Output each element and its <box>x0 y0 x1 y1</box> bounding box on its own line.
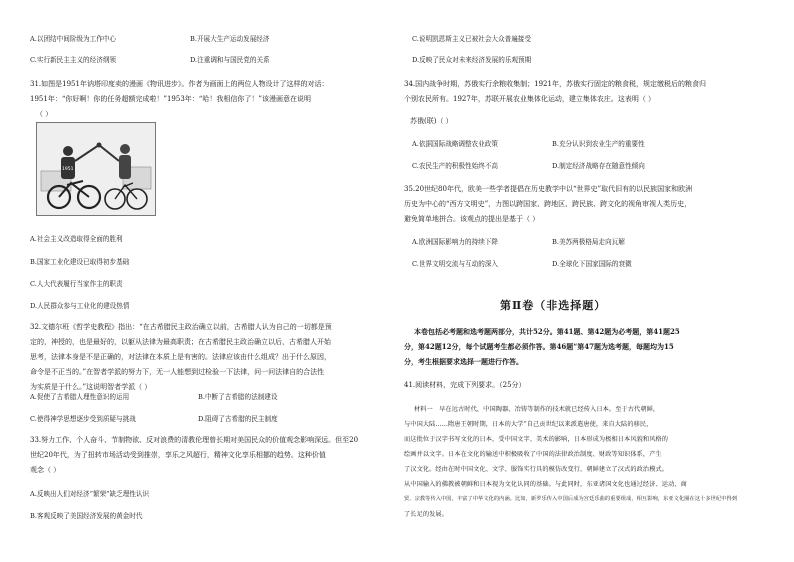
section-intro-line: 分，考生根据要求选择一题进行作答。 <box>404 357 523 366</box>
q35-line: 35.20世纪80年代，欧美一些学者提倡在历史教学中以“世界史”取代旧有的以民族国家和欧洲 <box>404 185 693 193</box>
cartoon-image <box>36 122 156 216</box>
q33-option-d[interactable]: D.反映了民众对未来经济发展的乐观预期 <box>412 56 532 64</box>
q31-option-d[interactable]: D.人民群众参与工业化的建设热情 <box>30 302 130 310</box>
q34-line: 34.国内战争时期，苏俄实行余粮收集制；1921年，苏俄实行固定的粮食税，规定缴税后的粮食归 <box>404 80 706 88</box>
material-line: 材料一 早在远古时代，中国陶器、冶铸等制作的技术就已经传入日本。至于古代朝鲜， <box>414 406 660 413</box>
svg-text:1951: 1951 <box>62 167 74 172</box>
material-line: 贸、宗教等传入中国，丰富了中华文化的内涵。比如，新罗乐传入中国后成为宫廷乐曲的重要组成，相互影响，东亚文化圈在这十多世纪中得到 <box>404 496 738 502</box>
material-line: 了长足的发展。 <box>404 511 449 518</box>
q34-option-c[interactable]: C.农民生产的积极性始终不高 <box>412 162 499 170</box>
q35-option-b[interactable]: B.美苏两极格局走向瓦解 <box>552 238 625 246</box>
q33-line: 观念（ ） <box>30 466 61 474</box>
q30-option-b[interactable]: B.开展大生产运动发展经济 <box>190 35 270 43</box>
section-title: 第Ⅱ卷（非选择题） <box>500 299 607 312</box>
cartoon-illustration <box>37 123 155 215</box>
material-line: 而这批位于汉字书写文化的日本，受中国文字、美术的影响，日本形成为极相日本风貌和风格的 <box>404 436 669 443</box>
q34-option-b[interactable]: B.充分认识到农业生产的重要性 <box>552 140 645 148</box>
q30-option-a[interactable]: A.以团结中间阶级为工作中心 <box>30 35 116 43</box>
q31-option-c[interactable]: C.人大代表履行当家作主的职责 <box>30 280 123 288</box>
q30-option-c[interactable]: C.实行新民主主义的经济纲领 <box>30 56 117 64</box>
material-line: 与中国大陆……隋唐王朝时期，日本的大学“自己贡世纪以来派遣唐使，来自大陆的移民， <box>404 421 653 428</box>
q30-option-d[interactable]: D.注重调和与国民党的关系 <box>190 56 270 64</box>
q32-line: 思考，法律本身是不是正确的，对法律在本质上是有害的。法律应该由什么组成？出于什么原因， <box>30 353 331 361</box>
q31-option-a[interactable]: A.社会主义改造取得全面的胜利 <box>30 235 123 243</box>
q31-line: （ ） <box>36 110 53 118</box>
q32-option-d[interactable]: D.阻碍了古希腊的民主制度 <box>198 415 278 423</box>
q35-line: 历史为中心的“西方文明史”，力图以跨国家、跨地区、跨民族、跨文化的视角审视人类历史， <box>404 200 692 208</box>
q35-option-c[interactable]: C.世界文明交流与互动的深入 <box>412 260 499 268</box>
section-intro-line: 分，第42题12分，每个试题考生都必须作答。第46题“第47题为选考题，每题均为15 <box>404 342 674 351</box>
q41-heading: 41.阅读材料，完成下列要求。（25分） <box>404 381 526 389</box>
material-line: 从中国输入的佛教被朝鲜和日本视为文化认同的基础。与此同时，东亚诸国文化也通过经济、运动、商 <box>404 481 687 488</box>
q35-line: 避免简单地拼合。该观点的提出是基于（ ） <box>404 215 540 223</box>
q34-line: 苏俄(联)（ ） <box>410 117 453 125</box>
q32-option-c[interactable]: C.使得神学思想逐步受到质疑与挑战 <box>30 415 136 423</box>
q33-option-b[interactable]: B.客观反映了美国经济发展的黄金时代 <box>30 512 143 520</box>
q33-line: 世纪20年代，为了扭转市场活动受到推崇，享乐之风超行，精神文化享乐相挪的趋势。这种价值 <box>30 451 326 459</box>
right-column <box>404 0 764 562</box>
q34-option-a[interactable]: A.依据国际战略调整农业政策 <box>412 140 498 148</box>
q32-line: 32.文德尔班《哲学史教程》指出：“在古希腊民主政治确立以前，古希腊人认为自己的一切都是预 <box>30 323 332 331</box>
q34-line: 个别农民所有。1927年，苏联开展农业集体化运动，建立集体农庄。这表明（ ） <box>404 95 656 103</box>
q31-option-b[interactable]: B.国家工业化建设已取得初步基础 <box>30 258 130 266</box>
q32-line: 命令是不正当的。”在智者学派的努力下，无一人能想到过检验一下法律，问一问法律自的合法性 <box>30 368 325 376</box>
q35-option-d[interactable]: D.全球化下国家国际的衰微 <box>552 260 632 268</box>
material-line: 了汉文化。经由在时中国文化、文学、服饰实行具的模仿改变行，朝鲜建立了汉式的政治模式。 <box>404 466 669 473</box>
q32-option-a[interactable]: A.促使了古希腊人理性意识的运用 <box>30 393 130 401</box>
section-intro-line: 本卷包括必考题和选考题两部分，共计52分。第41题、第42题为必考题，第41题25 <box>414 327 680 336</box>
q31-line: 1951年：“你好啊！你的任务超额完成啦！”1953年：“哈！我相信你了！”该漫画意在说明 <box>30 95 311 103</box>
q32-line: 为实质是于什么。”这说明智者学派（ ） <box>30 383 152 391</box>
q33-option-c[interactable]: C.说明凯恩斯主义已被社会大众普遍接受 <box>412 35 531 43</box>
q32-option-b[interactable]: B.中断了古希腊的法制建设 <box>198 393 278 401</box>
q32-line: 定的，神授的，也是最好的，以躯从法律为最高职责；在古希腊民主政治确立以后，古希腊人开始 <box>30 338 331 346</box>
q33-option-a[interactable]: A.反映出人们对经济“繁荣”缺乏理性认识 <box>30 490 150 498</box>
q33-line: 33.努力工作、个人奋斗、节制物欲、反对浪费的清教伦理曾长期对美国民众的价值观念影响深远。但至20 <box>30 436 359 444</box>
q35-option-a[interactable]: A.欧洲国际影响力的持续下降 <box>412 238 498 246</box>
q34-option-d[interactable]: D.制定经济战略存在随意性倾向 <box>552 162 645 170</box>
material-line: 绘画并以文字。日本在文化的输送中积极吸收了中国的法律政治制度、财政等知识体系，产生 <box>404 451 662 458</box>
q31-line: 31.如图是1951年讷塔印度卖的漫画《物讯进步》。作者为画面上的两位人物设计了这样的对话： <box>30 80 329 88</box>
left-column <box>30 0 390 562</box>
